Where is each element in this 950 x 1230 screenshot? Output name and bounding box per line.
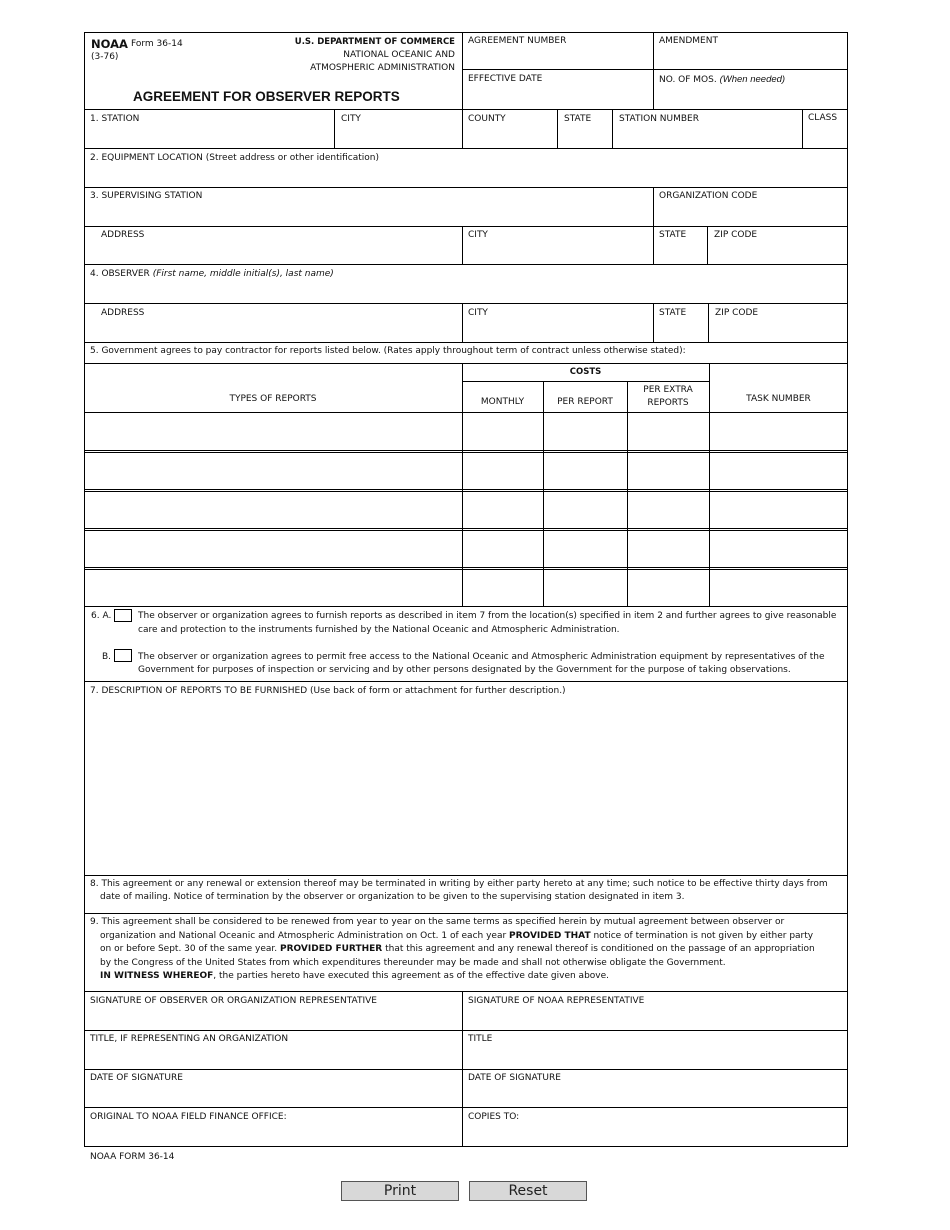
supervising-state-input[interactable] [654,243,706,263]
report-per-extra-input[interactable] [628,414,708,449]
county-input[interactable] [463,127,556,147]
item-8-text-line2: date of mailing. Notice of termination by the observer or organization to be given to the supervising station designated in item 3. [100,892,685,902]
observer-city-label: CITY [468,308,488,318]
station-label: 1. STATION [90,114,140,124]
agreement-number-input[interactable] [463,49,652,68]
report-task-number-input[interactable] [710,532,846,566]
item-6a-checkbox[interactable] [114,609,132,622]
supervising-address-input[interactable] [85,243,461,263]
item-6a-text-line1: The observer or organization agrees to furnish reports as described in item 7 from the location(s) specified in item 2 and further agrees to give reasonable [138,611,837,621]
observer-label-note: (First name, middle initial(s), last name) [152,269,334,279]
observer-address-input[interactable] [85,321,461,341]
divider [84,109,848,110]
supervising-station-label: 3. SUPERVISING STATION [90,191,203,201]
station-city-input[interactable] [335,127,461,147]
footer-form-id: NOAA FORM 36-14 [90,1152,175,1162]
item-9-provided-further: PROVIDED FURTHER [280,944,383,954]
report-monthly-input[interactable] [463,571,542,605]
divider [84,528,848,529]
report-monthly-input[interactable] [463,493,542,527]
item-9-line3-c: that this agreement and any renewal thereof is conditioned on the passage of an appropriation [382,944,815,954]
item-9-text-line1: 9. This agreement shall be considered to be renewed from year to year on the same terms as specified herein by mutual agreement between observer or [90,917,785,927]
reports-intro: 5. Government agrees to pay contractor for reports listed below. (Rates apply throughout term of contract unless otherwise stated): [90,346,686,356]
per-extra-header-line2: REPORTS [647,398,689,408]
report-per-extra-input[interactable] [628,571,708,605]
divider [84,450,848,451]
item-6a-label: 6. A. [91,611,112,621]
no-of-mos-text: NO. OF MOS. [659,75,717,85]
observer-label-text: 4. OBSERVER [90,269,150,279]
reset-button[interactable]: Reset [469,1181,587,1201]
divider [84,264,848,265]
types-of-reports-header: TYPES OF REPORTS [229,394,317,404]
item-9-text-line2 [100,931,813,942]
divider [462,381,709,382]
copies-to-label: COPIES TO: [468,1112,520,1122]
observer-label [90,269,334,280]
station-city-label: CITY [341,114,361,124]
no-of-mos-input[interactable] [654,88,846,108]
item-7-label: 7. DESCRIPTION OF REPORTS TO BE FURNISHED (Use back of form or attachment for further description.) [90,686,566,696]
county-label: COUNTY [468,114,506,124]
report-per-extra-input[interactable] [628,532,708,566]
organization-code-input[interactable] [654,205,846,225]
effective-date-input[interactable] [463,88,652,108]
report-task-number-input[interactable] [710,493,846,527]
station-state-label: STATE [564,114,592,124]
report-per-report-input[interactable] [544,571,626,605]
item-9-in-witness-whereof: IN WITNESS WHEREOF [100,971,214,981]
agency-name: NOAA [91,37,128,51]
title-noaa-input[interactable] [463,1048,846,1068]
signature-observer-label: SIGNATURE OF OBSERVER OR ORGANIZATION REPRESENTATIVE [90,996,377,1006]
observer-zip-label: ZIP CODE [715,308,759,318]
organization-code-label: ORGANIZATION CODE [659,191,758,201]
observer-state-label: STATE [659,308,687,318]
observer-name-input[interactable] [85,282,846,302]
supervising-state-label: STATE [659,230,687,240]
effective-date-label: EFFECTIVE DATE [468,74,543,84]
amendment-input[interactable] [654,49,846,68]
divider [84,1107,848,1108]
station-input[interactable] [85,127,333,147]
class-label: CLASS [808,113,838,123]
monthly-header: MONTHLY [480,397,525,407]
supervising-zip-input[interactable] [708,243,846,263]
report-per-extra-input[interactable] [628,454,708,488]
divider [84,148,848,149]
no-of-mos-label [659,74,785,86]
supervising-zip-label: ZIP CODE [714,230,758,240]
date-of-signature-right-label: DATE OF SIGNATURE [468,1073,561,1083]
amendment-label: AMENDMENT [659,36,718,46]
date-of-signature-left-label: DATE OF SIGNATURE [90,1073,183,1083]
supervising-address-label: ADDRESS [101,230,145,240]
supervising-station-input[interactable] [85,205,652,225]
report-type-input[interactable] [85,454,461,488]
item-9-line3-a: on or before Sept. 30 of the same year. [100,944,280,954]
observer-address-label: ADDRESS [101,308,145,318]
divider [84,452,848,453]
divider [84,489,848,490]
divider [84,303,848,304]
report-per-report-input[interactable] [544,493,626,527]
divider [84,875,848,876]
form-date: (3-76) [91,52,119,62]
item-6b-label: B. [102,652,112,662]
divider [84,491,848,492]
item-9-text-line4: by the Congress of the United States from which expenditures thereunder may be made and shall not otherwise obligate the Government. [100,958,726,968]
station-number-input[interactable] [613,127,801,147]
item-9-line5-b: , the parties hereto have executed this agreement as of the effective date given above. [213,971,610,981]
supervising-city-input[interactable] [463,243,652,263]
item-9-line2-c: notice of termination is not given by either party [590,931,814,941]
observer-state-input[interactable] [654,321,707,341]
title-organization-input[interactable] [85,1048,461,1068]
title-label: TITLE [468,1034,493,1044]
divider [462,69,848,70]
print-button[interactable]: Print [341,1181,459,1201]
report-per-report-input[interactable] [544,454,626,488]
divider [84,187,848,188]
item-6b-text-line2: Government for purposes of inspection or servicing and by other persons designated by the Government for the purpose of taking observations. [138,665,791,675]
task-number-header: TASK NUMBER [746,394,811,404]
report-task-number-input[interactable] [710,571,846,605]
station-state-input[interactable] [558,127,611,147]
divider [84,226,848,227]
report-type-input[interactable] [85,532,461,566]
item-9-text-line3 [100,944,815,955]
report-task-number-input[interactable] [710,414,846,449]
observer-zip-input[interactable] [709,321,846,341]
signature-noaa-input[interactable] [463,1009,846,1029]
divider [84,567,848,568]
station-number-label: STATION NUMBER [619,114,699,124]
divider [84,681,848,682]
item-6b-text-line1: The observer or organization agrees to permit free access to the National Oceanic and Atmospheric Administration equipment by representatives of the [138,652,825,662]
report-monthly-input[interactable] [463,414,542,449]
title-organization-label: TITLE, IF REPRESENTING AN ORGANIZATION [90,1034,289,1044]
no-of-mos-note: (When needed) [719,74,786,85]
divider [84,530,848,531]
item-6a-text-line2: care and protection to the instruments furnished by the National Oceanic and Atmospheric Administration. [138,625,620,635]
signature-observer-input[interactable] [85,1009,461,1029]
equipment-location-label: 2. EQUIPMENT LOCATION (Street address or other identification) [90,153,379,163]
report-type-input[interactable] [85,414,461,449]
observer-city-input[interactable] [463,321,652,341]
report-monthly-input[interactable] [463,454,542,488]
report-type-input[interactable] [85,493,461,527]
report-task-number-input[interactable] [710,454,846,488]
class-input[interactable] [803,127,846,147]
item-9-line2-a: organization and National Oceanic and Atmospheric Administration on Oct. 1 of each year [100,931,510,941]
date-of-signature-right-input[interactable] [463,1086,846,1106]
report-per-report-input[interactable] [544,532,626,566]
report-monthly-input[interactable] [463,532,542,566]
agreement-number-label: AGREEMENT NUMBER [468,36,567,46]
form-title: AGREEMENT FOR OBSERVER REPORTS [133,89,400,104]
item-9-text-line5 [100,971,609,982]
report-description-textarea[interactable] [86,700,846,872]
divider [84,363,848,364]
copies-to-input[interactable] [463,1125,846,1145]
signature-noaa-label: SIGNATURE OF NOAA REPRESENTATIVE [468,996,645,1006]
divider [84,991,848,992]
item-8-text-line1: 8. This agreement or any renewal or extension thereof may be terminated in writing by either party hereto at any time; such notice to be effective thirty days from [90,879,828,889]
divider [84,1069,848,1070]
divider [84,412,848,413]
per-report-header: PER REPORT [557,397,613,407]
department-line-1: U.S. DEPARTMENT OF COMMERCE [294,37,455,47]
divider [84,606,848,607]
report-type-input[interactable] [85,571,461,605]
department-line-2: NATIONAL OCEANIC AND [343,50,455,60]
department-line-3: ATMOSPHERIC ADMINISTRATION [310,63,455,73]
costs-header: COSTS [569,367,602,377]
item-6b-checkbox[interactable] [114,649,132,662]
divider [84,1030,848,1031]
per-extra-header-line1: PER EXTRA [643,385,693,395]
original-to-input[interactable] [85,1125,461,1145]
divider [84,913,848,914]
date-of-signature-left-input[interactable] [85,1086,461,1106]
divider [84,342,848,343]
report-per-report-input[interactable] [544,414,626,449]
item-9-provided-that: PROVIDED THAT [509,931,591,941]
equipment-location-input[interactable] [85,166,846,186]
divider [84,569,848,570]
report-per-extra-input[interactable] [628,493,708,527]
original-to-label: ORIGINAL TO NOAA FIELD FINANCE OFFICE: [90,1112,287,1122]
form-number: Form 36-14 [131,39,183,49]
supervising-city-label: CITY [468,230,488,240]
